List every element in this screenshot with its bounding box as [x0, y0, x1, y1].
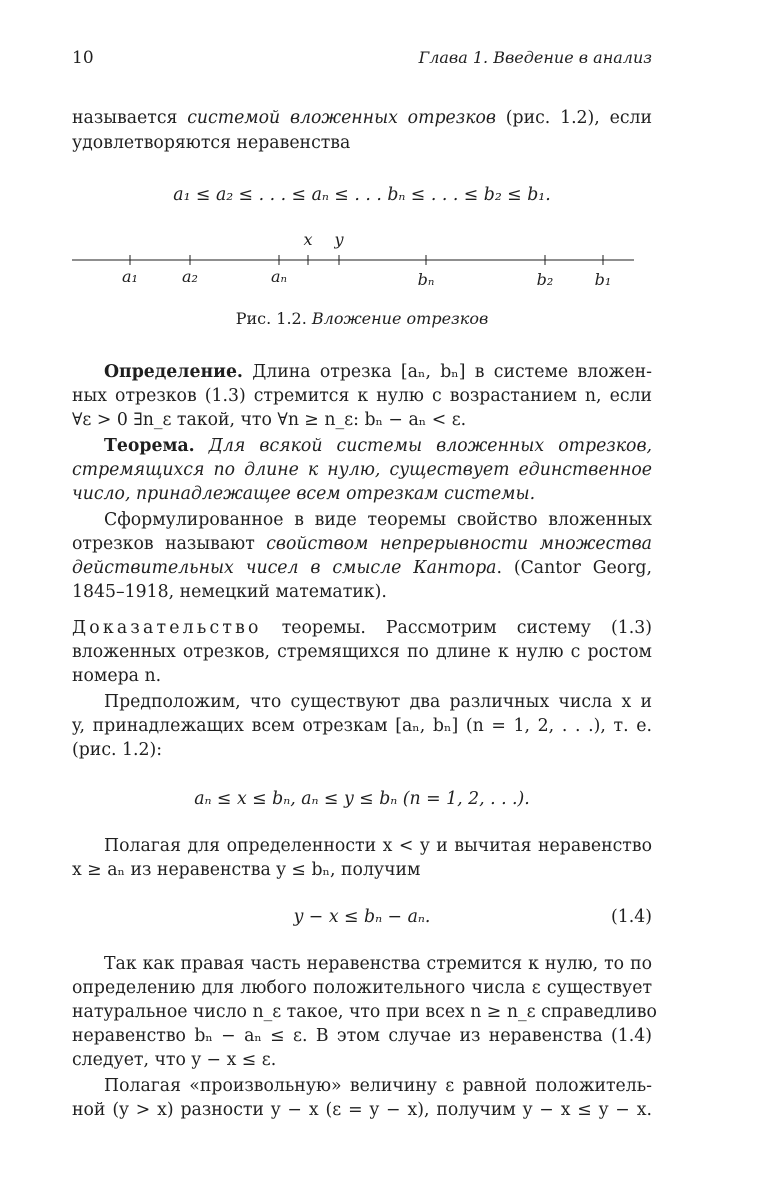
label-b2: b₂	[536, 270, 554, 289]
label-an: aₙ	[270, 267, 288, 286]
label-a1: a₁	[122, 267, 138, 286]
label-x: x	[303, 230, 313, 249]
suppose-line-2: y, принадлежащих всем отрезкам [aₙ, bₙ] (n = 1, 2, . . .), т. е.	[72, 716, 652, 736]
page-number: 10	[72, 48, 94, 68]
continuity-line-2: отрезков называют свойством непрерывности множества	[72, 534, 652, 554]
since-line-4: неравенство bₙ − aₙ ≤ ε. В этом случае из неравенства (1.4)	[72, 1026, 652, 1046]
formula-nested: a₁ ≤ a₂ ≤ . . . ≤ aₙ ≤ . . . bₙ ≤ . . . ≤ b₂ ≤ b₁.	[173, 185, 551, 205]
label-b1: b₁	[594, 270, 612, 289]
final-line-2: ной (y > x) разности y − x (ε = y − x), получим y − x ≤ y − x.	[72, 1100, 652, 1120]
formula-x-y-bounds: aₙ ≤ x ≤ bₙ, aₙ ≤ y ≤ bₙ (n = 1, 2, . . .).	[194, 789, 530, 809]
label-bn: bₙ	[417, 270, 435, 289]
intro-line-2: удовлетворяются неравенства	[72, 133, 351, 153]
theorem-line-3: число, принадлежащее всем отрезкам системы.	[72, 484, 536, 504]
intro-line-1: называется системой вложенных отрезков (рис. 1.2), если	[72, 108, 652, 128]
definition-line-3: ∀ε > 0 ∃n_ε такой, что ∀n ≥ n_ε: bₙ − aₙ < ε.	[72, 410, 467, 430]
theorem-line-2: стремящихся по длине к нулю, существует единственное	[72, 460, 652, 480]
nested-segments-figure	[72, 225, 652, 295]
continuity-line-4: 1845–1918, немецкий математик).	[72, 582, 387, 602]
since-line-5: следует, что y − x ≤ ε.	[72, 1050, 277, 1070]
proof-line-2: вложенных отрезков, стремящихся по длине к нулю с ростом	[72, 642, 652, 662]
figure-caption: Рис. 1.2. Вложение отрезков	[235, 309, 489, 328]
final-line-1: Полагая «произвольную» величину ε равной положитель-	[104, 1076, 652, 1096]
since-line-2: определению для любого положительного числа ε существует	[72, 978, 652, 998]
page	[72, 0, 657, 1182]
proof-line-3: номера n.	[72, 666, 162, 686]
proof-line-1: Доказательство теоремы. Рассмотрим систему (1.3)	[72, 618, 652, 638]
assume-line-1: Полагая для определенности x < y и вычитая неравенство	[104, 836, 652, 856]
label-a2: a₂	[182, 267, 198, 286]
since-line-1: Так как правая часть неравенства стремится к нулю, то по	[104, 954, 652, 974]
running-header: Глава 1. Введение в анализ	[418, 48, 652, 67]
definition-line-1: Определение. Длина отрезка [aₙ, bₙ] в системе вложен-	[104, 362, 652, 382]
label-y: y	[334, 230, 344, 249]
theorem-line-1: Теорема. Для всякой системы вложенных отрезков,	[104, 436, 652, 456]
definition-line-2: ных отрезков (1.3) стремится к нулю с возрастанием n, если	[72, 386, 652, 406]
continuity-line-3: действительных чисел в смысле Кантора. (Cantor Georg,	[72, 558, 652, 578]
equation-number: (1.4)	[611, 907, 652, 927]
since-line-3: натуральное число n_ε такое, что при всех n ≥ n_ε справедливо	[72, 1002, 657, 1022]
continuity-line-1: Сформулированное в виде теоремы свойство вложенных	[104, 510, 652, 530]
suppose-line-3: (рис. 1.2):	[72, 740, 163, 760]
formula-1-4: y − x ≤ bₙ − aₙ.	[293, 907, 431, 927]
suppose-line-1: Предположим, что существуют два различных числа x и	[104, 692, 652, 712]
assume-line-2: x ≥ aₙ из неравенства y ≤ bₙ, получим	[72, 860, 421, 880]
